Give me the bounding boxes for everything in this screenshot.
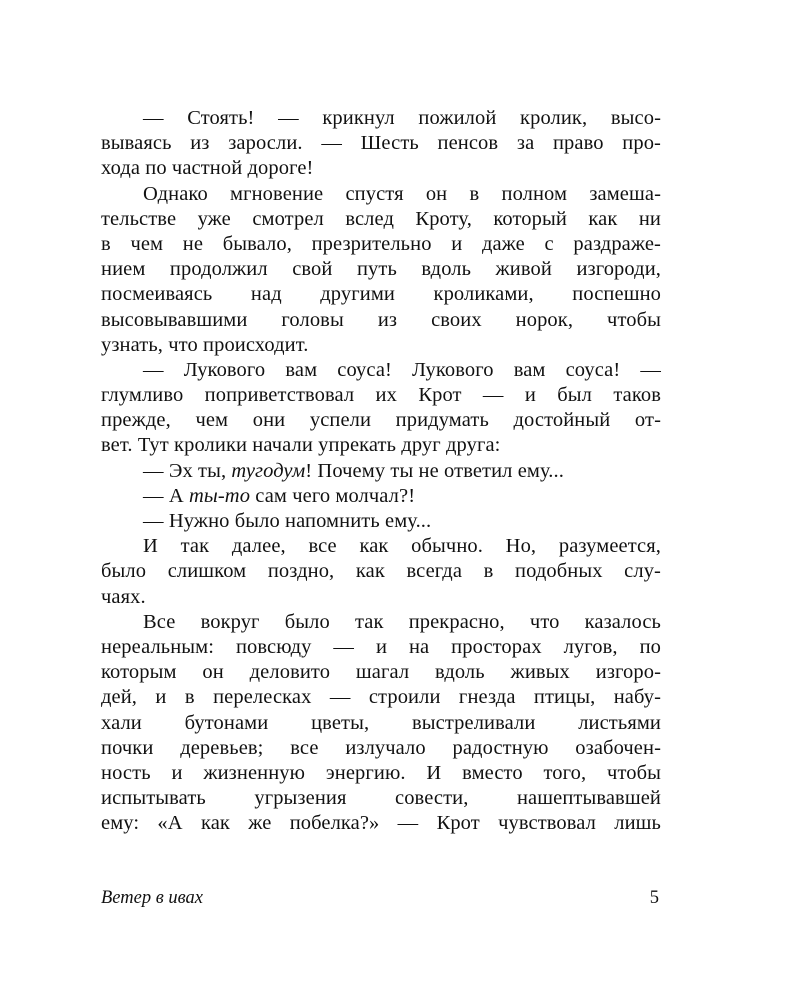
text-line: ему: «А как же побелка?» — Крот чувствовал лишь bbox=[101, 812, 661, 835]
text-line: прежде, чем они успели придумать достойный от- bbox=[101, 409, 661, 432]
page-body-text bbox=[101, 106, 661, 836]
text-line: которым он деловито шагал вдоль живых изгоро- bbox=[101, 661, 661, 684]
dialog-text: — А bbox=[143, 484, 189, 507]
text-line: тельстве уже смотрел вслед Кроту, который как ни bbox=[101, 207, 661, 230]
text-line: — Стоять! — крикнул пожилой кролик, высо- bbox=[143, 107, 661, 129]
text-line: глумливо поприветствовал их Крот — и был таков bbox=[101, 384, 661, 407]
text-line: высовывавшими головы из своих норок, чтобы bbox=[101, 308, 661, 331]
text-line: Однако мгновение спустя он в полном замеша- bbox=[143, 182, 661, 205]
paragraphs-after-dialog bbox=[101, 534, 661, 836]
paragraphs-before-dialog bbox=[101, 106, 661, 459]
text-line: вет. Тут кролики начали упрекать друг друга: bbox=[101, 434, 501, 457]
text-line: нием продолжил свой путь вдоль живой изгороди, bbox=[101, 258, 661, 281]
page-footer bbox=[101, 886, 661, 910]
dialog-line bbox=[101, 484, 661, 509]
italic-word: ты-то bbox=[188, 484, 251, 507]
text-line: узнать, что происходит. bbox=[101, 333, 309, 356]
text-line: И так далее, все как обычно. Но, разумеется, bbox=[143, 535, 661, 558]
dialog-line bbox=[101, 459, 661, 484]
dialog-text: сам чего молчал?! bbox=[250, 484, 416, 507]
text-line: посмеиваясь над другими кроликами, поспешно bbox=[101, 283, 661, 306]
text-line: ность и жизненную энергию. И вместо того, чтобы bbox=[101, 761, 661, 784]
text-line: чаях. bbox=[101, 585, 146, 608]
text-line: в чем не бывало, презрительно и даже с раздраже- bbox=[101, 232, 661, 255]
text-line: дей, и в перелесках — строили гнезда птицы, набу- bbox=[101, 686, 661, 709]
running-title: Ветер в ивах bbox=[101, 888, 203, 908]
text-line: хали бутонами цветы, выстреливали листьями bbox=[101, 711, 661, 734]
text-line: хода по частной дороге! bbox=[101, 157, 314, 180]
page-number: 5 bbox=[649, 888, 659, 908]
text-line: было слишком поздно, как всегда в подобных слу- bbox=[101, 560, 661, 583]
text-line: Все вокруг было так прекрасно, что казалось bbox=[143, 610, 661, 633]
text-line: нереальным: повсюду — и на просторах лугов, по bbox=[101, 635, 661, 658]
dialog-text: — Эх ты, bbox=[143, 459, 232, 482]
dialog-line: — Нужно было напомнить ему... bbox=[143, 510, 432, 532]
text-line: — Лукового вам соуса! Лукового вам соуса! — bbox=[143, 358, 661, 381]
text-line: вываясь из заросли. — Шесть пенсов за право про- bbox=[101, 132, 661, 155]
text-line: почки деревьев; все излучало радостную озабочен- bbox=[101, 736, 661, 759]
text-line: испытывать угрызения совести, нашептывавшей bbox=[101, 787, 661, 810]
dialog-text: ! Почему ты не ответил ему... bbox=[305, 459, 564, 482]
italic-word: тугодум bbox=[231, 459, 306, 482]
